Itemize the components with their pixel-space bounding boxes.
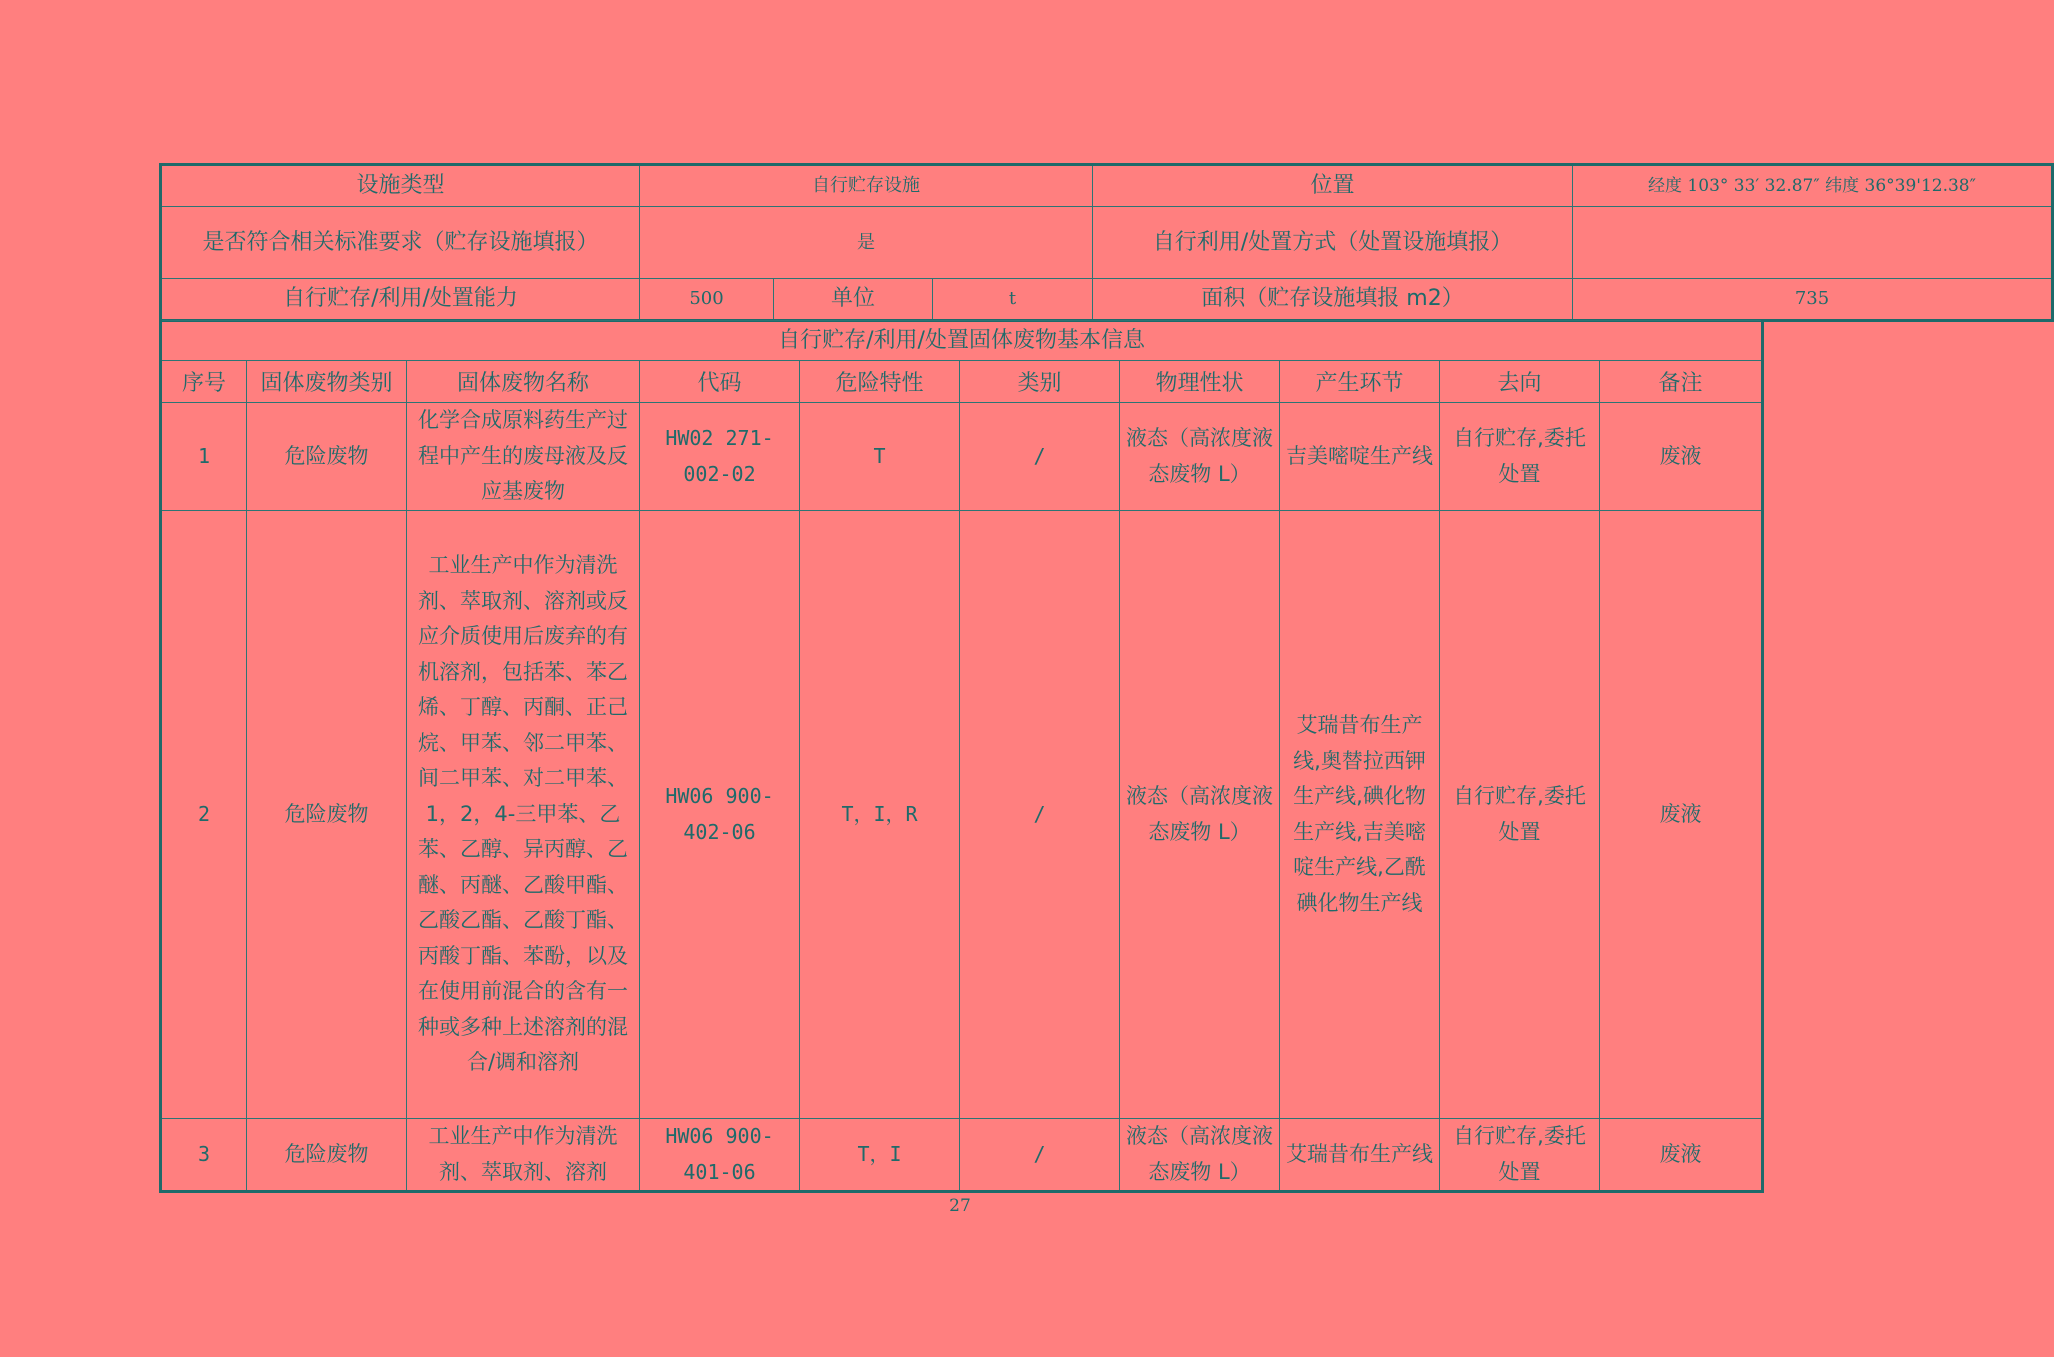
row-hazard: T，I，R [800, 511, 960, 1119]
row-no: 1 [161, 403, 247, 511]
facility-type-value: 自行贮存设施 [640, 165, 1093, 207]
row-destination: 自行贮存,委托处置 [1440, 511, 1600, 1119]
row-code: HW02 271-002-02 [640, 403, 800, 511]
row-code: HW06 900-401-06 [640, 1119, 800, 1192]
row-hazard: T [800, 403, 960, 511]
row-no: 3 [161, 1119, 247, 1192]
row-source: 艾瑞昔布生产线,奥替拉西钾生产线,碘化物生产线,吉美嘧啶生产线,乙酰碘化物生产线 [1280, 511, 1440, 1119]
col-header-hazard: 危险特性 [800, 361, 960, 403]
table-row [161, 403, 1763, 511]
disposal-method-label: 自行利用/处置方式（处置设施填报） [1093, 207, 1573, 279]
col-header-category: 固体废物类别 [247, 361, 407, 403]
area-label: 面积（贮存设施填报 m2） [1093, 279, 1573, 321]
capacity-label: 自行贮存/利用/处置能力 [161, 279, 640, 321]
row-class: / [960, 403, 1120, 511]
unit-label: 单位 [774, 279, 933, 321]
col-header-code: 代码 [640, 361, 800, 403]
location-value: 经度 103° 33′ 32.87″ 纬度 36°39'12.38″ [1573, 165, 2053, 207]
row-remark: 废液 [1600, 403, 1763, 511]
column-header-row [161, 361, 1763, 403]
section-title-row [161, 321, 1763, 361]
row-category: 危险废物 [247, 403, 407, 511]
col-header-source: 产生环节 [1280, 361, 1440, 403]
capacity-value: 500 [640, 279, 774, 321]
row-class: / [960, 511, 1120, 1119]
location-label: 位置 [1093, 165, 1573, 207]
col-header-state: 物理性状 [1120, 361, 1280, 403]
facility-type-label: 设施类型 [161, 165, 640, 207]
unit-value: t [933, 279, 1093, 321]
row-state: 液态（高浓度液态废物 L） [1120, 511, 1280, 1119]
row-remark: 废液 [1600, 511, 1763, 1119]
col-header-remark: 备注 [1600, 361, 1763, 403]
compliance-row [161, 207, 2053, 279]
col-header-name: 固体废物名称 [407, 361, 640, 403]
row-category: 危险废物 [247, 511, 407, 1119]
row-remark: 废液 [1600, 1119, 1763, 1192]
row-destination: 自行贮存,委托处置 [1440, 403, 1600, 511]
facility-type-row [161, 165, 2053, 207]
area-value: 735 [1573, 279, 2053, 321]
compliance-label: 是否符合相关标准要求（贮存设施填报） [161, 207, 640, 279]
row-hazard: T，I [800, 1119, 960, 1192]
col-header-destination: 去向 [1440, 361, 1600, 403]
compliance-value: 是 [640, 207, 1093, 279]
row-no: 2 [161, 511, 247, 1119]
disposal-method-value [1573, 207, 2053, 279]
capacity-row [161, 279, 2053, 321]
waste-info-table [159, 320, 1764, 1193]
row-state: 液态（高浓度液态废物 L） [1120, 1119, 1280, 1192]
row-state: 液态（高浓度液态废物 L） [1120, 403, 1280, 511]
table-row [161, 511, 1763, 1119]
page-number: 27 [949, 1196, 971, 1216]
row-name: 工业生产中作为清洗剂、萃取剂、溶剂或反应介质使用后废弃的有机溶剂，包括苯、苯乙烯、丁醇、丙酮、正己烷、甲苯、邻二甲苯、间二甲苯、对二甲苯、1，2，4-三甲苯、乙苯、乙醇、异丙醇、乙醚、丙醚、乙酸甲酯、乙酸乙酯、乙酸丁酯、丙酸丁酯、苯酚，以及在使用前混合的含有一种或多种上述溶剂的混合/调和溶剂 [407, 511, 640, 1119]
row-destination: 自行贮存,委托处置 [1440, 1119, 1600, 1192]
row-class: / [960, 1119, 1120, 1192]
section-title: 自行贮存/利用/处置固体废物基本信息 [161, 321, 1763, 361]
row-source: 艾瑞昔布生产线 [1280, 1119, 1440, 1192]
waste-facility-table [159, 163, 2054, 322]
row-source: 吉美嘧啶生产线 [1280, 403, 1440, 511]
col-header-no: 序号 [161, 361, 247, 403]
table-row [161, 1119, 1763, 1192]
row-name: 化学合成原料药生产过程中产生的废母液及反应基废物 [407, 403, 640, 511]
row-code: HW06 900-402-06 [640, 511, 800, 1119]
row-name: 工业生产中作为清洗剂、萃取剂、溶剂 [407, 1119, 640, 1192]
row-category: 危险废物 [247, 1119, 407, 1192]
col-header-class: 类别 [960, 361, 1120, 403]
